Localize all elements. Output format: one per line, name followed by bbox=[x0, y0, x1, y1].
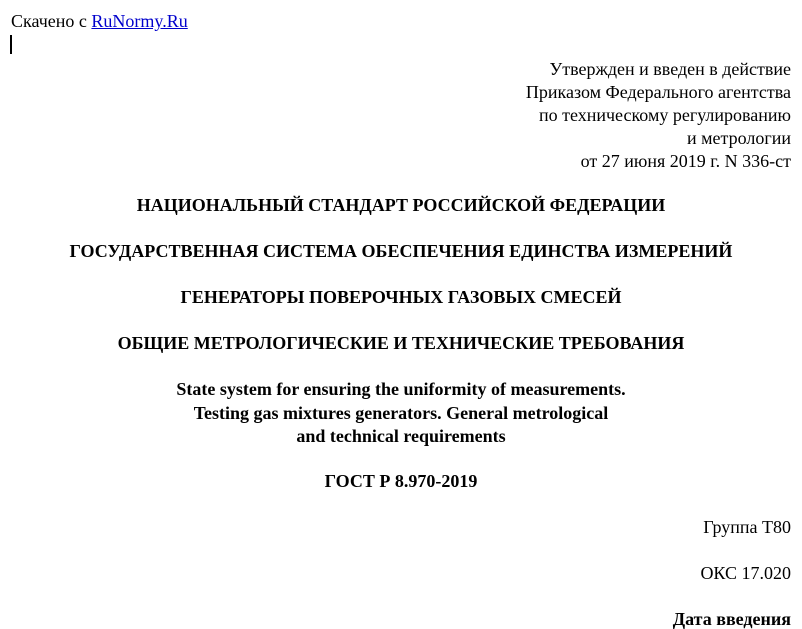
oks-code: ОКС 17.020 bbox=[700, 563, 791, 583]
state-system-heading: ГОСУДАРСТВЕННАЯ СИСТЕМА ОБЕСПЕЧЕНИЯ ЕДИНСТВА ИЗМЕРЕНИЙ bbox=[69, 241, 733, 261]
approval-line: Приказом Федерального агентства bbox=[525, 82, 791, 102]
english-title-line: Testing gas mixtures generators. General metrological bbox=[193, 402, 609, 423]
approval-line: от 27 июня 2019 г. N 336-ст bbox=[580, 151, 791, 171]
approval-line: по техническому регулированию bbox=[538, 105, 791, 125]
english-title-line: State system for ensuring the uniformity of measurements. bbox=[176, 379, 626, 399]
generators-heading: ГЕНЕРАТОРЫ ПОВЕРОЧНЫХ ГАЗОВЫХ СМЕСЕЙ bbox=[180, 287, 622, 307]
national-standard-heading: НАЦИОНАЛЬНЫЙ СТАНДАРТ РОССИЙСКОЙ ФЕДЕРАЦИИ bbox=[136, 195, 666, 215]
english-title-line: and technical requirements bbox=[296, 426, 506, 446]
source-prefix: Скачено с bbox=[11, 11, 87, 31]
intro-date-label: Дата введения bbox=[672, 609, 791, 629]
approval-line: Утвержден и введен в действие bbox=[549, 59, 791, 79]
standard-designation: ГОСТ Р 8.970-2019 bbox=[324, 471, 478, 491]
requirements-heading: ОБЩИЕ МЕТРОЛОГИЧЕСКИЕ И ТЕХНИЧЕСКИЕ ТРЕБОВАНИЯ bbox=[117, 333, 685, 353]
english-title bbox=[0, 378, 802, 449]
text-cursor bbox=[10, 35, 12, 54]
source-line bbox=[11, 12, 188, 30]
group-code: Группа Т80 bbox=[703, 517, 791, 537]
approval-line: и метрологии bbox=[687, 128, 791, 148]
source-link[interactable]: RuNormy.Ru bbox=[91, 11, 188, 31]
approval-block bbox=[391, 58, 791, 173]
